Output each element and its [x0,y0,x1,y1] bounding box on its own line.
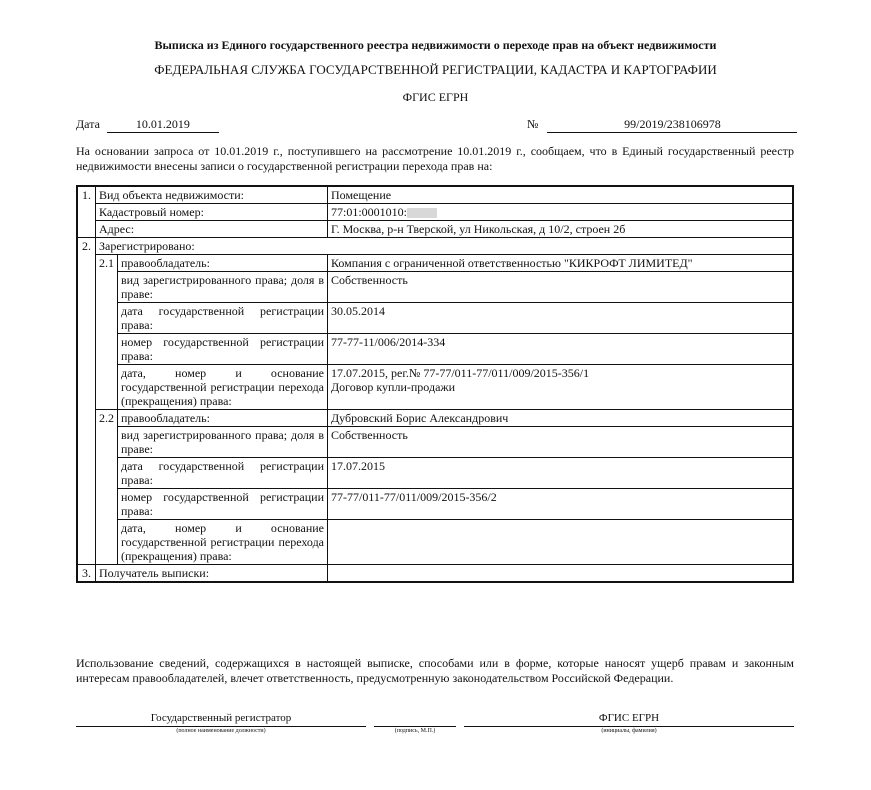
table-row [77,186,793,204]
table-row [77,221,793,238]
reg-date-value: 30.05.2014 [328,303,794,334]
reg-date-label: дата государственной регистрации права: [118,303,328,334]
table-row [77,458,793,489]
document-title: Выписка из Единого государственного реестра недвижимости о переходе прав на объект недвижимости [154,38,717,52]
holder-value: Дубровский Борис Александрович [328,410,794,427]
reg-number-label: номер государственной регистрации права: [118,334,328,365]
cadastral-label: Кадастровый номер: [96,204,328,221]
table-row [77,272,793,303]
table-row [77,334,793,365]
agency-name: ФЕДЕРАЛЬНАЯ СЛУЖБА ГОСУДАРСТВЕННОЙ РЕГИСТРАЦИИ, КАДАСТРА И КАРТОГРАФИИ [154,62,717,77]
subsection-number: 2.1 [96,255,118,410]
signer-name: ФГИС ЕГРН [464,712,794,727]
address-label: Адрес: [96,221,328,238]
basis-value-line: 17.07.2015, рег.№ 77-77/011-77/011/009/2015-356/1 [331,366,590,380]
basis-value-line: Договор купли-продажи [331,380,456,394]
date-value: 10.01.2019 [107,117,219,133]
holder-label: правообладатель: [118,410,328,427]
table-row [77,489,793,520]
records-table [76,185,794,583]
date-label: Дата [76,117,100,131]
subsection-number: 2.2 [96,410,118,565]
table-row [77,204,793,221]
table-row [77,238,793,255]
signature-line [374,712,456,727]
intro-text: На основании запроса от 10.01.2019 г., поступившего на рассмотрение 10.01.2019 г., сообщаем, что в Единый государственный реестр недвижимости внесены записи о государственной регистрации перехода прав на: [76,144,794,173]
legal-notice: Использование сведений, содержащихся в настоящей выписке, способами или в форме, которые наносят ущерб правам и законным интересам правообладателей, влечет ответственность, предусмотренную законодательством Российской Федерации. [76,656,794,685]
basis-value [328,520,794,565]
redacted-block [407,208,437,218]
right-type-label: вид зарегистрированного права; доля в праве: [118,427,328,458]
registered-label: Зарегистрировано: [96,238,794,255]
signature-block-position [76,712,366,734]
table-row [77,410,793,427]
section-number: 1. [77,186,96,238]
number-label: № [527,117,539,131]
address-value: Г. Москва, р-н Тверской, ул Никольская, д 10/2, строен 2б [328,221,794,238]
holder-value: Компания с ограниченной ответственностью "КИКРОФТ ЛИМИТЕД" [328,255,794,272]
object-type-value: Помещение [328,186,794,204]
section-number: 3. [77,565,96,583]
cadastral-value: 77:01:0001010: [331,205,408,219]
position-caption: (полное наименование должности) [176,728,266,734]
system-name: ФГИС ЕГРН [402,90,469,104]
basis-label: дата, номер и основание государственной регистрации перехода (прекращения) права: [118,520,328,565]
reg-date-label: дата государственной регистрации права: [118,458,328,489]
object-type-label: Вид объекта недвижимости: [96,186,328,204]
recipient-value [328,565,794,583]
reg-date-value: 17.07.2015 [328,458,794,489]
basis-label: дата, номер и основание государственной регистрации перехода (прекращения) права: [118,365,328,410]
table-row [77,303,793,334]
holder-label: правообладатель: [118,255,328,272]
number-value: 99/2019/238106978 [547,117,797,133]
reg-number-label: номер государственной регистрации права: [118,489,328,520]
table-row [77,520,793,565]
recipient-label: Получатель выписки: [96,565,328,583]
signature-block-sign [374,712,456,734]
reg-number-value: 77-77-11/006/2014-334 [328,334,794,365]
registrar-position: Государственный регистратор [76,712,366,727]
signature-block-name [464,712,794,734]
right-type-value: Собственность [328,272,794,303]
table-row [77,365,793,410]
cadastral-cell [328,204,794,221]
signature-caption: (подпись, М.П.) [394,728,436,734]
date-field [76,117,219,133]
number-field [527,117,797,133]
table-row [77,427,793,458]
name-caption: (инициалы, фамилия) [601,728,657,734]
table-row [77,565,793,583]
section-number: 2. [77,238,96,565]
reg-number-value: 77-77/011-77/011/009/2015-356/2 [328,489,794,520]
right-type-label: вид зарегистрированного права; доля в праве: [118,272,328,303]
right-type-value: Собственность [328,427,794,458]
table-row [77,255,793,272]
basis-cell [328,365,794,410]
